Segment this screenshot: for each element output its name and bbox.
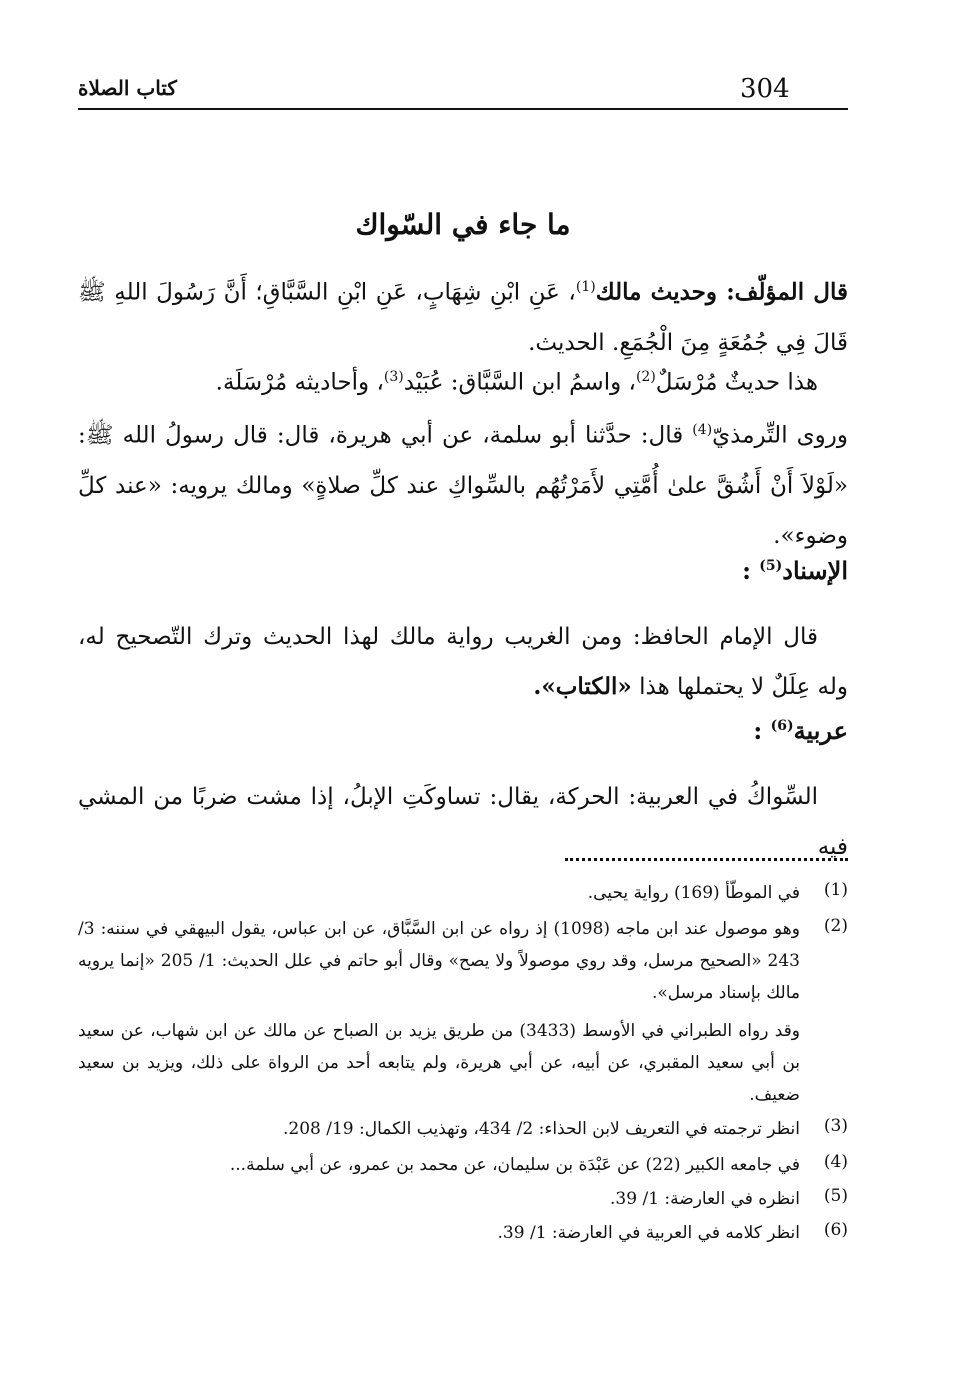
page-number: 304 bbox=[740, 74, 790, 104]
footnote-text: في الموطّأ (169) رواية يحيى. bbox=[587, 883, 800, 903]
footnote-ref-4: (4) bbox=[692, 422, 713, 438]
arabiyya-label: عربية bbox=[793, 716, 848, 745]
footnote-ref-6: (6) bbox=[770, 718, 794, 734]
author-label: قال المؤلّف: وحديث مالك bbox=[595, 278, 848, 306]
paragraph-2-part-b: ، واسمُ ابن السَّبَّاق: عُبَيْد bbox=[403, 369, 636, 396]
footnote-text: انظر كلامه في العربية في العارضة: 1/ 39. bbox=[497, 1223, 800, 1243]
paragraph-2-part-c: ، وأحاديثه مُرْسَلَة. bbox=[215, 369, 384, 396]
isnad-colon: : bbox=[742, 556, 751, 585]
footnote-ref-3: (3) bbox=[383, 369, 404, 385]
header-rule bbox=[78, 108, 848, 110]
paragraph-3-part-a: وروى التِّرمذيّ bbox=[712, 422, 848, 449]
running-title: كتاب الصلاة bbox=[78, 76, 177, 100]
isnad-label: الإسناد bbox=[782, 556, 848, 585]
arabiyya-heading bbox=[753, 716, 848, 745]
footnote-number: (4) bbox=[823, 1152, 848, 1172]
chapter-title: ما جاء في السّواك bbox=[355, 208, 571, 241]
paragraph-4-text: قال الإمام الحافظ: ومن الغريب رواية مالك لهذا الحديث وترك التّصحيح له، وله عِلَلٌ لا يحتملها هذا bbox=[78, 624, 848, 700]
footnote-ref-5: (5) bbox=[759, 558, 783, 574]
footnote-ref-1: (1) bbox=[575, 279, 596, 295]
footnote-number: (5) bbox=[823, 1186, 848, 1206]
paragraph-2-part-a: هذا حديثٌ مُرْسَلٌ bbox=[655, 369, 818, 396]
footnote-text: انظره في العارضة: 1/ 39. bbox=[610, 1189, 800, 1209]
arabiyya-colon: : bbox=[753, 716, 763, 745]
footnote-number: (2) bbox=[823, 916, 848, 936]
paragraph-3-part-b: قال: حدَّثنا أبو سلمة، عن أبي هريرة، قال: قال رسولُ الله ﷺ: «لَوْلاَ أَنْ أَشُقَّ علىٰ أُمَّتِي لأَمَرْتُهُم بالسِّواكِ عند كلِّ صلاةٍ» ومالك يرويه: «عند كلِّ وضوء». bbox=[78, 422, 848, 549]
footnote-text-continued: وقد رواه الطبراني في الأوسط (3433) من طريق يزيد بن الصباح عن مالك عن ابن شهاب، عن سعيد بن أبي سعيد المقبري، عن أبيه، عن أبي هريرة، ولم يتابعه أحد من الرواة على ذلك، ويزيد بن سعيد ضعيف. bbox=[78, 1021, 800, 1105]
paragraph-3 bbox=[78, 405, 848, 561]
isnad-heading bbox=[742, 556, 848, 585]
paragraph-4 bbox=[78, 612, 848, 712]
footnote-text: في جامعه الكبير (22) عن عَبْدَة بن سليمان، عن محمد بن عمرو، عن أبي سلمة... bbox=[229, 1155, 800, 1175]
footnote-text: وهو موصول عند ابن ماجه (1098) إذ رواه عن ابن السَّبَّاق، عن ابن عباس، يقول البيهقي في سننه: 3/ 243 «الصحيح مرسل، وقد روي موصولاً ولا يصح» وقال أبو حاتم في علل الحديث: 1/ 205 «إنما يرويه مالك بإسناد مرسل». bbox=[78, 919, 800, 1003]
paragraph-4-book: «الكتاب». bbox=[533, 673, 632, 700]
paragraph-2 bbox=[78, 352, 848, 408]
footnote-separator bbox=[565, 844, 848, 861]
footnote-number: (6) bbox=[823, 1220, 848, 1240]
footnote-ref-2: (2) bbox=[635, 369, 656, 385]
footnote-text: انظر ترجمته في التعريف لابن الحذاء: 2/ 434، وتهذيب الكمال: 19/ 208. bbox=[282, 1119, 800, 1139]
paragraph-1-text: ، عَنِ ابْنِ شِهَابٍ، عَنِ ابْنِ السَّبَّاقِ؛ أَنَّ رَسُولَ اللهِ ﷺ قَالَ فِي جُمُعَةٍ مِنَ الْجُمَعِ. الحديث. bbox=[78, 279, 848, 356]
paragraph-5-text: السِّواكُ في العربية: الحركة، يقال: تساوكَتِ الإبلُ، إذا مشت ضربًا من المشي فيه bbox=[78, 784, 848, 860]
footnote-number: (3) bbox=[823, 1116, 848, 1136]
footnote-number: (1) bbox=[823, 880, 848, 900]
